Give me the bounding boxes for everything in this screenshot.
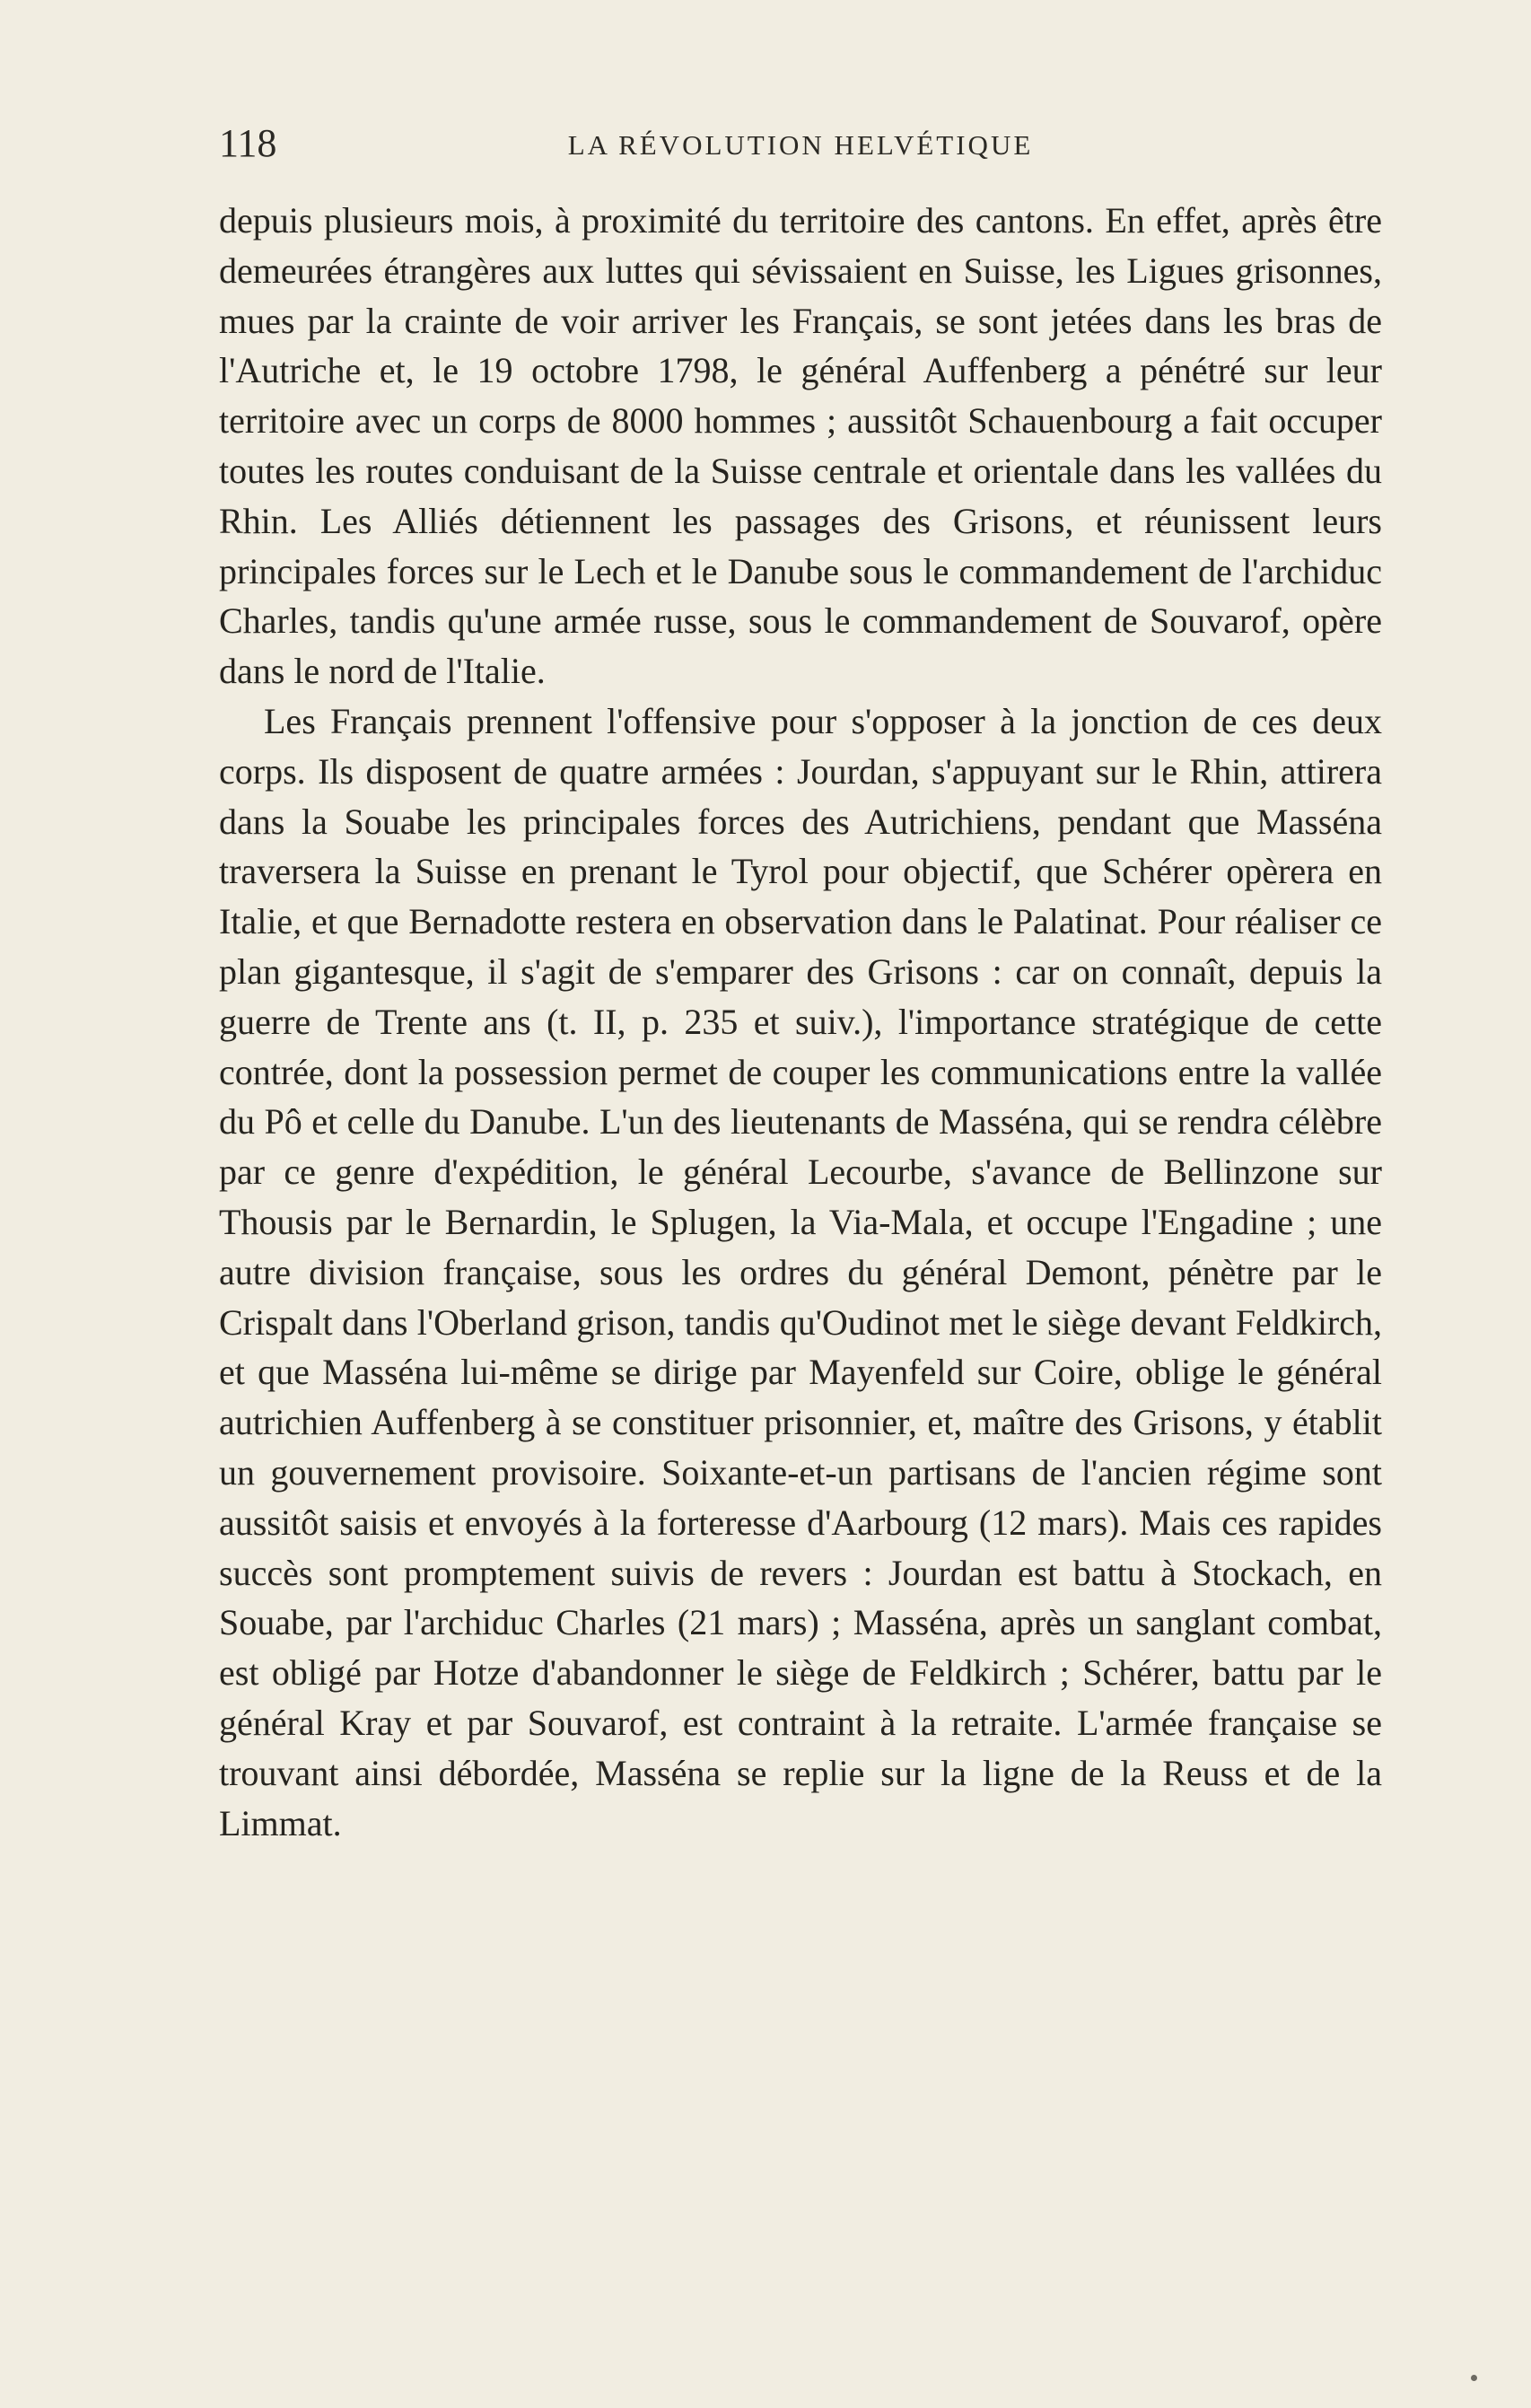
page-number: 118 [219,121,277,165]
running-header [219,117,1382,171]
running-title: LA RÉVOLUTION HELVÉTIQUE [567,129,1034,161]
paragraph-1: depuis plusieurs mois, à proximité du territoire des cantons. En effet, après être demeurées étrangères aux luttes qui sévissaient en Suisse, les Ligues grisonnes, mues par la crainte de voir arriver les Français, se sont jetées dans les bras de l'Autriche et, le 19 octobre 1798, le général Auffenberg a pénétré sur leur territoire avec un corps de 8000 hommes ; aussitôt Schauenbourg a fait occuper toutes les routes conduisant de la Suisse centrale et orientale dans les vallées du Rhin. Les Alliés détiennent les passages des Grisons, et réunissent leurs principales forces sur le Lech et le Danube sous le commandement de l'archiduc Charles, tandis qu'une armée russe, sous le commandement de Souvarof, opère dans le nord de l'Italie. [219,200,1382,692]
paper-speck [1471,2375,1477,2381]
paragraph-2: Les Français prennent l'offensive pour s'opposer à la jonction de ces deux corps. Ils disposent de quatre armées : Jourdan, s'appuyant sur le Rhin, attirera dans la Souabe les principales forces des Autrichiens, pendant que Masséna traversera la Suisse en prenant le Tyrol pour objectif, que Schérer opèrera en Italie, et que Bernadotte restera en observation dans le Palatinat. Pour réaliser ce plan gigantesque, il s'agit de s'emparer des Grisons : car on connaît, depuis la guerre de Trente ans (t. II, p. 235 et suiv.), l'importance stratégique de cette contrée, dont la possession permet de couper les communications entre la vallée du Pô et celle du Danube. L'un des lieutenants de Masséna, qui se rendra célèbre par ce genre d'expédition, le général Lecourbe, s'avance de Bellinzone sur Thousis par le Bernardin, le Splugen, la Via-Mala, et occupe l'Engadine ; une autre division française, sous les ordres du général Demont, pénètre par le Crispalt dans l'Oberland grison, tandis qu'Oudinot met le siège devant Feldkirch, et que Masséna lui-même se dirige par Mayenfeld sur Coire, oblige le général autrichien Auffenberg à se constituer prisonnier, et, maître des Grisons, y établit un gouvernement provisoire. Soixante-et-un partisans de l'ancien régime sont aussitôt saisis et envoyés à la forteresse d'Aarbourg (12 mars). Mais ces rapides succès sont promptement suivis de revers : Jourdan est battu à Stockach, en Souabe, par l'archiduc Charles (21 mars) ; Masséna, après un sanglant combat, est obligé par Hotze d'abandonner le siège de Feldkirch ; Schérer, battu par le général Kray et par Souvarof, est contraint à la retraite. L'armée française se trouvant ainsi débordée, Masséna se replie sur la ligne de la Reuss et de la Limmat. [219,700,1382,1843]
body-text [219,196,1382,1848]
